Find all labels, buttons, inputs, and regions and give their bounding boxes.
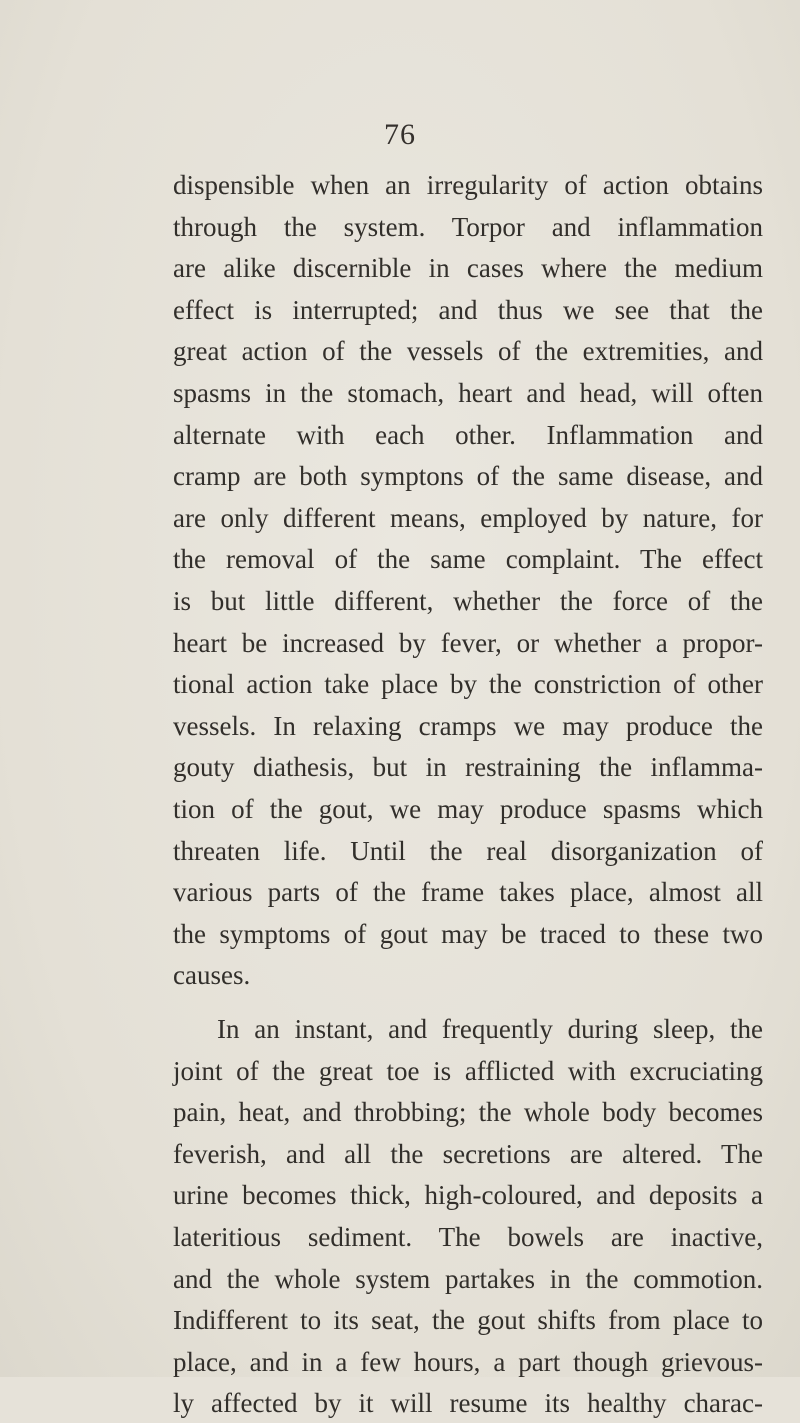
text-line: the removal of the same complaint. The effect bbox=[173, 544, 763, 575]
text-line: are only different means, employed by nature, for bbox=[173, 502, 763, 533]
text-line: heart be increased by fever, or whether a propor- bbox=[173, 627, 763, 658]
text-line: effect is interrupted; and thus we see that the bbox=[173, 294, 763, 325]
text-line: various parts of the frame takes place, almost all bbox=[173, 877, 763, 908]
text-line: pain, heat, and throbbing; the whole body becomes bbox=[173, 1097, 763, 1128]
text-line: tion of the gout, we may produce spasms which bbox=[173, 794, 763, 824]
text-line: threaten life. Until the real disorganization of bbox=[173, 835, 763, 866]
text-line: great action of the vessels of the extremities, and bbox=[173, 336, 763, 367]
text-line: causes. bbox=[173, 960, 251, 991]
text-line: is but little different, whether the force of the bbox=[173, 586, 763, 616]
text-line: Indifferent to its seat, the gout shifts from place to bbox=[173, 1305, 763, 1336]
text-line: gouty diathesis, but in restraining the inflamma- bbox=[173, 752, 763, 783]
page-number: 76 bbox=[384, 118, 416, 151]
text-line: and the whole system partakes in the commotion. bbox=[173, 1263, 763, 1294]
text-line: cramp are both symptons of the same disease, and bbox=[173, 461, 763, 492]
text-line: through the system. Torpor and inflammation bbox=[173, 211, 763, 242]
text-line: urine becomes thick, high-coloured, and deposits a bbox=[173, 1180, 763, 1211]
text-line: ly affected by it will resume its healthy charac- bbox=[173, 1388, 763, 1419]
text-line: place, and in a few hours, a part though grievous- bbox=[173, 1346, 763, 1377]
text-line: In an instant, and frequently during sleep, the bbox=[217, 1014, 763, 1044]
text-line: are alike discernible in cases where the medium bbox=[173, 253, 763, 284]
text-line: feverish, and all the secretions are altered. The bbox=[173, 1138, 763, 1169]
text-line: tional action take place by the constriction of other bbox=[173, 669, 763, 700]
text-line: alternate with each other. Inflammation and bbox=[173, 419, 763, 450]
text-line: the symptoms of gout may be traced to these two bbox=[173, 918, 763, 949]
text-line: joint of the great toe is afflicted with excruciating bbox=[173, 1055, 763, 1086]
text-line: spasms in the stomach, heart and head, will often bbox=[173, 378, 763, 408]
text-line: lateritious sediment. The bowels are inactive, bbox=[173, 1222, 763, 1252]
text-line: dispensible when an irregularity of action obtains bbox=[173, 170, 763, 200]
text-line: vessels. In relaxing cramps we may produce the bbox=[173, 710, 763, 741]
